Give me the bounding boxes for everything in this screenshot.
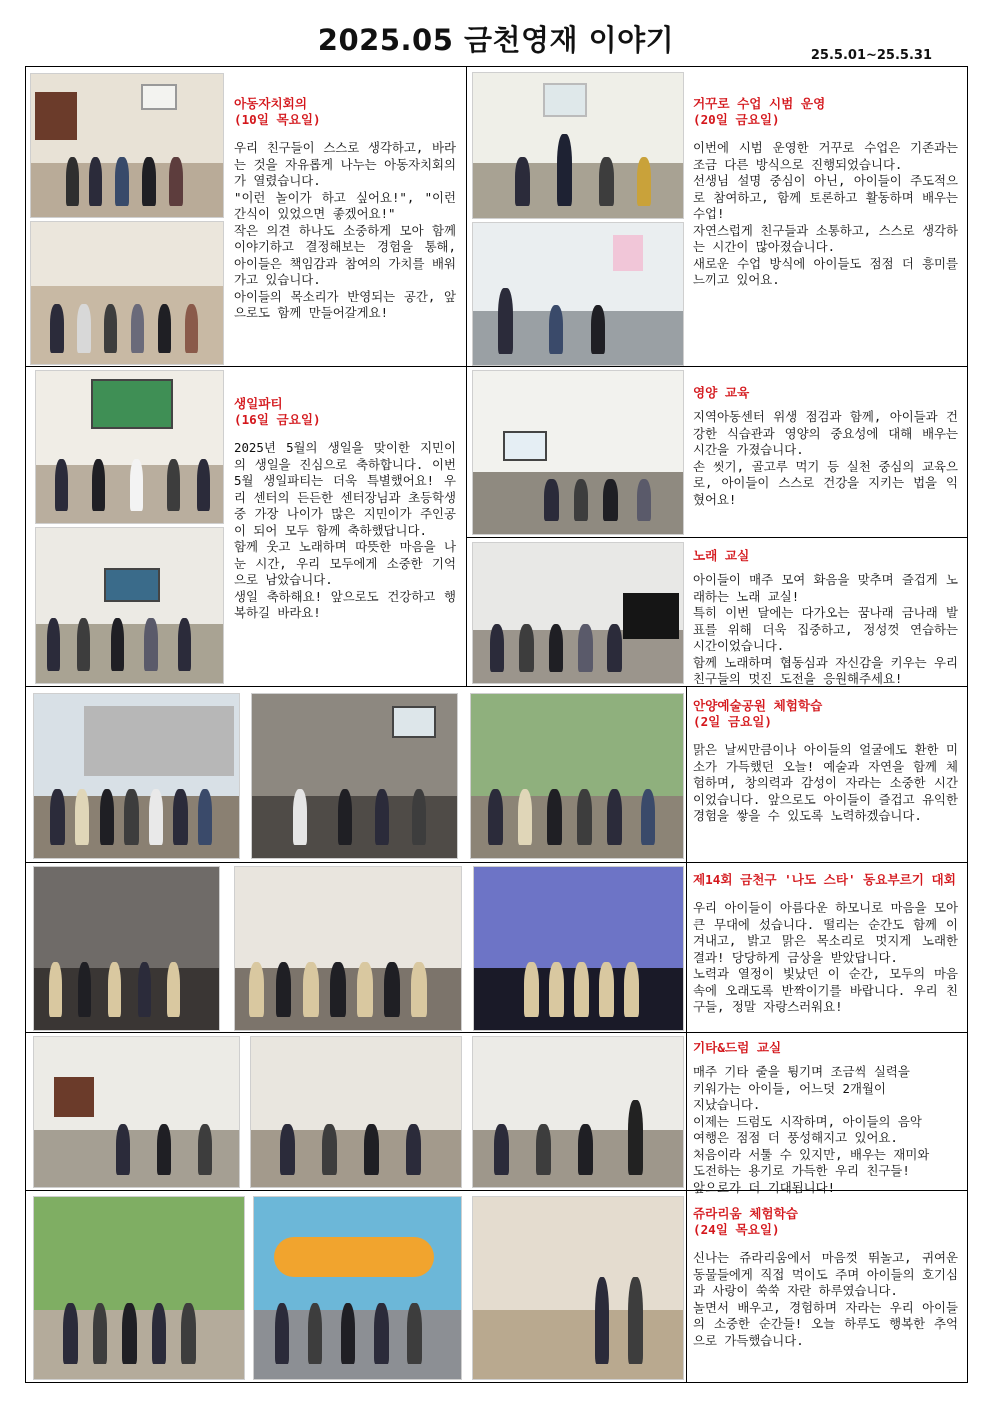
piano-shape bbox=[35, 92, 77, 140]
anyang-heading: 안양예술공원 체험학습 bbox=[693, 698, 823, 713]
contest-photo-3 bbox=[473, 866, 684, 1031]
curarium-heading: 쥬라리움 체험학습 bbox=[693, 1206, 798, 1221]
singing-text: 아이들이 매주 모여 화음을 맞추며 즐겁게 노래하는 노래 교실! 특히 이번 달에는 다가오는 꿈나래 금나래 발표를 위해 더욱 집중하고, 정성껏 연습하는 시간이었습니다. 함께 노래하며 협동심과 자신감을 키우는 우리 친구들의 멋진 도전을 응원해주세요! bbox=[693, 572, 958, 686]
row-divider bbox=[466, 537, 968, 538]
curarium-photo-3 bbox=[472, 1196, 684, 1380]
council-text: 우리 친구들이 스스로 생각하고, 바라는 것을 자유롭게 나누는 아동자치회의가 열렸습니다. "이런 놀이가 하고 싶어요!", "이런 간식이 있었으면 좋겠어요!" 작은 의견 하나도 소중하게 모아 함께 이야기하고 결정해보는 경험을 통해, 아이들은 책임감과 참여의 가치를 배워가고 있습니다. 아이들의 목소리가 반영되는 공간, 앞으로도 함께 만들어갈게요! bbox=[234, 140, 456, 320]
anyang-date: (2일 금요일) bbox=[693, 714, 772, 729]
flipped-section bbox=[693, 96, 958, 289]
birthday-date: (16일 금요일) bbox=[234, 412, 321, 427]
wall-poster bbox=[613, 235, 643, 271]
birthday-text: 2025년 5월의 생일을 맞이한 지민이의 생일을 진심으로 축하합니다. 이번 5월 생일파티는 더욱 특별했어요! 우리 센터의 든든한 센터장님과 초등학생 중 가장 나이가 많은 지민이가 주인공이 되어 모두 함께 축하했답니다. 함께 웃고 노래하며 따뜻한 마음을 나눈 시간, 우리 모두에게 소중한 기억으로 남았습니다. 생일 축하해요! 앞으로도 건강하고 행복하길 바라요! bbox=[234, 440, 456, 620]
contest-photo-1 bbox=[33, 866, 220, 1031]
row-divider bbox=[25, 1032, 968, 1033]
council-photo-2 bbox=[30, 221, 224, 365]
column-divider bbox=[466, 66, 467, 687]
window-shape bbox=[543, 83, 587, 117]
guitar-heading: 기타&드럼 교실 bbox=[693, 1040, 782, 1055]
birthday-photo-2 bbox=[35, 527, 224, 684]
guitar-section bbox=[693, 1040, 958, 1196]
birthday-photo-1 bbox=[35, 370, 224, 524]
flipped-photo-1 bbox=[472, 72, 684, 219]
curarium-photo-1 bbox=[33, 1196, 245, 1380]
anyang-photo-2 bbox=[251, 693, 458, 859]
building-shape bbox=[84, 706, 234, 776]
birthday-section bbox=[234, 396, 456, 622]
nutrition-heading: 영양 교육 bbox=[693, 385, 750, 400]
contest-photo-2 bbox=[234, 866, 462, 1031]
singing-heading: 노래 교실 bbox=[693, 548, 750, 563]
nutrition-photo bbox=[472, 370, 684, 535]
row-divider bbox=[25, 366, 968, 367]
anyang-photo-1 bbox=[33, 693, 240, 859]
guitar-text: 매주 기타 줄을 튕기며 조금씩 실력을 키워가는 아이들, 어느덧 2개월이 지났습니다. 이제는 드럼도 시작하며, 아이들의 음악 여행은 점점 더 풍성해지고 있어요. 처음이라 서툴 수 있지만, 배우는 재미와 도전하는 용기로 가득한 우리 친구들! 앞으로가 더 기대됩니다! bbox=[693, 1064, 930, 1195]
piano-shape bbox=[54, 1077, 94, 1117]
page-title: 2025.05 금천영재 이야기 bbox=[317, 23, 675, 57]
contest-section bbox=[693, 872, 958, 1016]
curarium-date: (24일 목요일) bbox=[693, 1222, 780, 1237]
guitar-photo-3 bbox=[472, 1036, 684, 1188]
guitar-photo-2 bbox=[250, 1036, 462, 1188]
anyang-text: 맑은 날씨만큼이나 아이들의 얼굴에도 환한 미소가 가득했던 오늘! 예술과 자연을 함께 체험하며, 창의력과 감성이 자라는 소중한 시간이었습니다. 앞으로도 아이들이 즐겁고 유익한 경험을 쌓을 수 있도록 노력하겠습니다. bbox=[693, 742, 966, 823]
row-divider bbox=[25, 862, 968, 863]
date-range: 25.5.01~25.5.31 bbox=[810, 48, 932, 63]
piano-shape bbox=[623, 593, 679, 639]
anyang-photo-3 bbox=[470, 693, 684, 859]
singing-photo bbox=[472, 542, 684, 684]
curarium-text: 신나는 쥬라리움에서 마음껏 뛰놀고, 귀여운 동물들에게 직접 먹이도 주며 아이들의 호기심과 사랑이 쑥쑥 자란 하루였습니다. 놀면서 배우고, 경험하며 자라는 우리 아이들의 소중한 순간들! 오늘 하루도 행복한 추억으로 가득했습니다. bbox=[693, 1250, 958, 1348]
sign-letters bbox=[274, 1237, 434, 1277]
birthday-heading: 생일파티 bbox=[234, 396, 283, 411]
council-heading: 아동자치회의 bbox=[234, 96, 307, 111]
anyang-section bbox=[693, 698, 966, 825]
contest-heading: 제14회 금천구 '나도 스타' 동요부르기 대회 bbox=[693, 872, 956, 887]
nutrition-section bbox=[693, 385, 958, 508]
contest-text: 우리 아이들이 아름다운 하모니로 마음을 모아 큰 무대에 섰습니다. 떨리는 순간도 함께 이겨내고, 밝고 맑은 목소리로 멋지게 노래한 결과! 당당하게 금상을 받았답니다. 노력과 열정이 빛났던 이 순간, 모두의 마음 속에 오래도록 반짝이기를 바랍니다. 우리 친구들, 정말 자랑스러워요! bbox=[693, 900, 958, 1014]
flipped-date: (20일 금요일) bbox=[693, 112, 780, 127]
curarium-photo-2 bbox=[253, 1196, 462, 1380]
council-date: (10일 목요일) bbox=[234, 112, 321, 127]
flipped-photo-2 bbox=[472, 222, 684, 366]
council-photo-1 bbox=[30, 73, 224, 218]
singing-section bbox=[693, 548, 958, 688]
guitar-photo-1 bbox=[33, 1036, 240, 1188]
flipped-heading: 거꾸로 수업 시범 운영 bbox=[693, 96, 826, 111]
council-section bbox=[234, 96, 456, 322]
column-divider bbox=[686, 686, 687, 1382]
nutrition-text: 지역아동센터 위생 점검과 함께, 아이들과 건강한 식습관과 영양의 중요성에 대해 배우는 시간을 가졌습니다. 손 씻기, 골고루 먹기 등 실천 중심의 교육으로, 아이들이 스스로 건강을 지키는 법을 익혔어요! bbox=[693, 409, 958, 507]
flipped-text: 이번에 시범 운영한 거꾸로 수업은 기존과는 조금 다른 방식으로 진행되었습니다. 선생님 설명 중심이 아닌, 아이들이 주도적으로 참여하고, 함께 토론하고 활동하며 배우는 수업! 자연스럽게 친구들과 소통하고, 스스로 생각하는 시간이 많아졌습니다. 새로운 수업 방식에 아이들도 점점 더 흥미를 느끼고 있어요. bbox=[693, 140, 958, 287]
curarium-section bbox=[693, 1206, 958, 1349]
